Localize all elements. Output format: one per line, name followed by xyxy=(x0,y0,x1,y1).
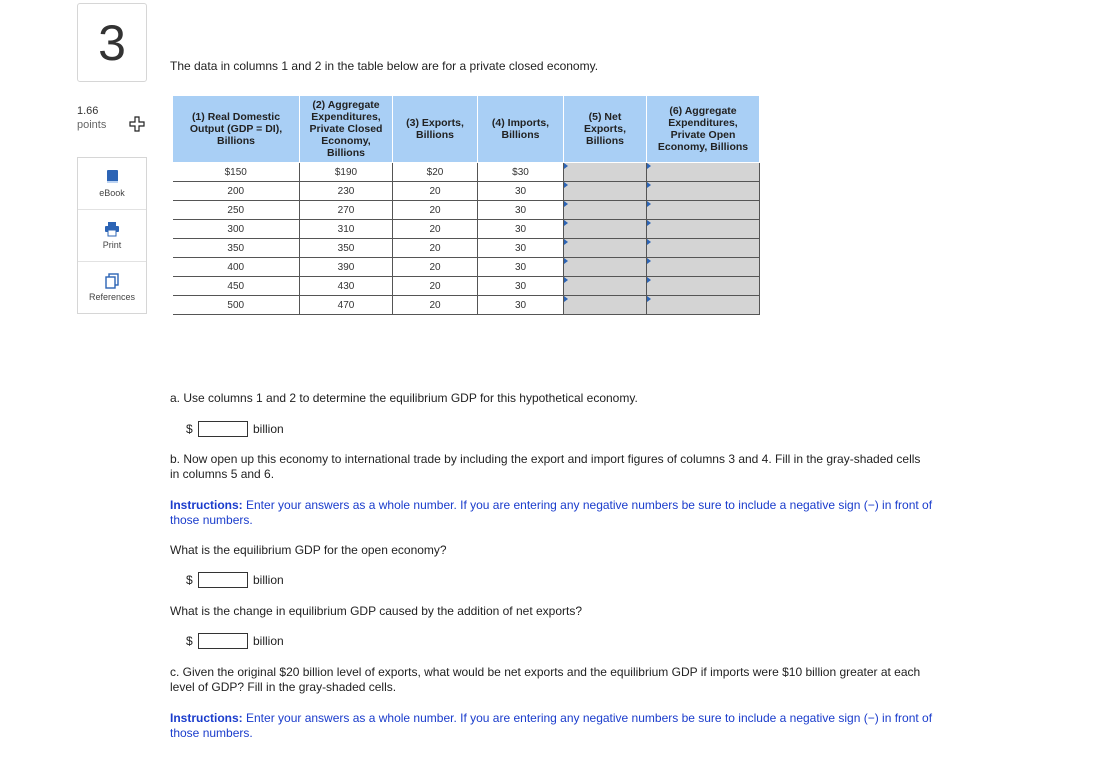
exports-cell: 20 xyxy=(393,296,478,315)
intro-text: The data in columns 1 and 2 in the table below are for a private closed economy. xyxy=(170,59,599,73)
table-row xyxy=(173,239,760,258)
unit-label: billion xyxy=(253,422,284,436)
ae-closed-cell: 310 xyxy=(300,220,393,239)
ae-closed-cell: 270 xyxy=(300,201,393,220)
tool-references-label: References xyxy=(88,292,136,302)
table-header-row xyxy=(173,96,760,163)
instructions-label: Instructions: xyxy=(170,498,243,512)
economy-table xyxy=(172,95,760,315)
ae-closed-cell: $190 xyxy=(300,163,393,182)
gdp-cell: $150 xyxy=(173,163,300,182)
part-b-answer-1 xyxy=(186,572,284,588)
points-value: 1.66 xyxy=(77,105,99,117)
table-row xyxy=(173,201,760,220)
table-row xyxy=(173,277,760,296)
gdp-cell: 300 xyxy=(173,220,300,239)
question-number-box xyxy=(77,3,147,82)
gdp-cell: 200 xyxy=(173,182,300,201)
net-exports-input[interactable] xyxy=(564,258,647,277)
ae-open-input[interactable] xyxy=(647,163,760,182)
ae-closed-cell: 390 xyxy=(300,258,393,277)
tool-print[interactable] xyxy=(78,210,146,262)
imports-cell: 30 xyxy=(478,201,564,220)
exports-cell: 20 xyxy=(393,220,478,239)
instructions-text: Enter your answers as a whole number. If you are entering any negative numbers be sure to include a negative sign (−) in front of those numbers. xyxy=(170,711,933,740)
col3-header: (3) Exports, Billions xyxy=(393,96,478,163)
table-row xyxy=(173,182,760,201)
exports-cell: 20 xyxy=(393,239,478,258)
tools-panel xyxy=(77,157,147,314)
part-a-text: a. Use columns 1 and 2 to determine the equilibrium GDP for this hypothetical economy. xyxy=(170,391,638,405)
gdp-cell: 250 xyxy=(173,201,300,220)
imports-cell: 30 xyxy=(478,296,564,315)
ae-open-input[interactable] xyxy=(647,182,760,201)
part-c-instructions xyxy=(170,711,960,741)
net-exports-input[interactable] xyxy=(564,296,647,315)
points-block xyxy=(77,104,106,132)
gdp-change-input[interactable] xyxy=(198,633,248,649)
table-row xyxy=(173,220,760,239)
unit-label: billion xyxy=(253,634,284,648)
net-exports-input[interactable] xyxy=(564,163,647,182)
col2-header: (2) Aggregate Expenditures, Private Closed Economy, Billions xyxy=(300,96,393,163)
move-icon[interactable] xyxy=(129,116,145,132)
imports-cell: 30 xyxy=(478,258,564,277)
ae-open-input[interactable] xyxy=(647,201,760,220)
gdp-cell: 350 xyxy=(173,239,300,258)
part-c-text: c. Given the original $20 billion level of exports, what would be net exports and the equilibrium GDP if imports were $10 billion greater at each level of GDP? Fill in the gray-shaded cells. xyxy=(170,665,921,694)
ae-closed-cell: 430 xyxy=(300,277,393,296)
exports-cell: 20 xyxy=(393,201,478,220)
currency-symbol: $ xyxy=(186,634,193,648)
net-exports-input[interactable] xyxy=(564,277,647,296)
tool-print-label: Print xyxy=(102,240,122,250)
imports-cell: 30 xyxy=(478,239,564,258)
net-exports-input[interactable] xyxy=(564,220,647,239)
points-label: points xyxy=(77,119,107,131)
references-icon xyxy=(104,273,120,289)
tool-ebook-label: eBook xyxy=(99,188,125,198)
part-b-instructions xyxy=(170,498,960,528)
ae-open-input[interactable] xyxy=(647,239,760,258)
part-b-question-1: What is the equilibrium GDP for the open economy? xyxy=(170,543,447,557)
ae-open-input[interactable] xyxy=(647,220,760,239)
col1-header: (1) Real Domestic Output (GDP = DI), Billions xyxy=(173,96,300,163)
table-row xyxy=(173,163,760,182)
imports-cell: 30 xyxy=(478,182,564,201)
equilibrium-gdp-open-input[interactable] xyxy=(198,572,248,588)
exports-cell: 20 xyxy=(393,258,478,277)
table-row xyxy=(173,296,760,315)
currency-symbol: $ xyxy=(186,573,193,587)
exports-cell: 20 xyxy=(393,182,478,201)
tool-ebook[interactable] xyxy=(78,158,146,210)
tool-references[interactable] xyxy=(78,262,146,313)
gdp-cell: 400 xyxy=(173,258,300,277)
exports-cell: 20 xyxy=(393,277,478,296)
ae-closed-cell: 350 xyxy=(300,239,393,258)
gdp-cell: 500 xyxy=(173,296,300,315)
ae-open-input[interactable] xyxy=(647,258,760,277)
part-a-answer xyxy=(186,421,284,437)
part-b-question-2: What is the change in equilibrium GDP caused by the addition of net exports? xyxy=(170,604,583,618)
ae-open-input[interactable] xyxy=(647,296,760,315)
instructions-text: Enter your answers as a whole number. If you are entering any negative numbers be sure to include a negative sign (−) in front of those numbers. xyxy=(170,498,933,527)
imports-cell: 30 xyxy=(478,277,564,296)
col6-header: (6) Aggregate Expenditures, Private Open Economy, Billions xyxy=(647,96,760,163)
question-number: 3 xyxy=(98,14,126,71)
imports-cell: $30 xyxy=(478,163,564,182)
part-b-answer-2 xyxy=(186,633,284,649)
net-exports-input[interactable] xyxy=(564,182,647,201)
exports-cell: $20 xyxy=(393,163,478,182)
table-row xyxy=(173,258,760,277)
currency-symbol: $ xyxy=(186,422,193,436)
part-b-text: b. Now open up this economy to international trade by including the export and import figures of columns 3 and 4. Fill in the gray-shaded cells in columns 5 and 6. xyxy=(170,452,921,481)
net-exports-input[interactable] xyxy=(564,239,647,258)
net-exports-input[interactable] xyxy=(564,201,647,220)
unit-label: billion xyxy=(253,573,284,587)
gdp-cell: 450 xyxy=(173,277,300,296)
col4-header: (4) Imports, Billions xyxy=(478,96,564,163)
ae-closed-cell: 470 xyxy=(300,296,393,315)
instructions-label: Instructions: xyxy=(170,711,243,725)
imports-cell: 30 xyxy=(478,220,564,239)
ae-open-input[interactable] xyxy=(647,277,760,296)
equilibrium-gdp-closed-input[interactable] xyxy=(198,421,248,437)
book-icon xyxy=(104,169,120,185)
col5-header: (5) Net Exports, Billions xyxy=(564,96,647,163)
ae-closed-cell: 230 xyxy=(300,182,393,201)
printer-icon xyxy=(104,221,120,237)
